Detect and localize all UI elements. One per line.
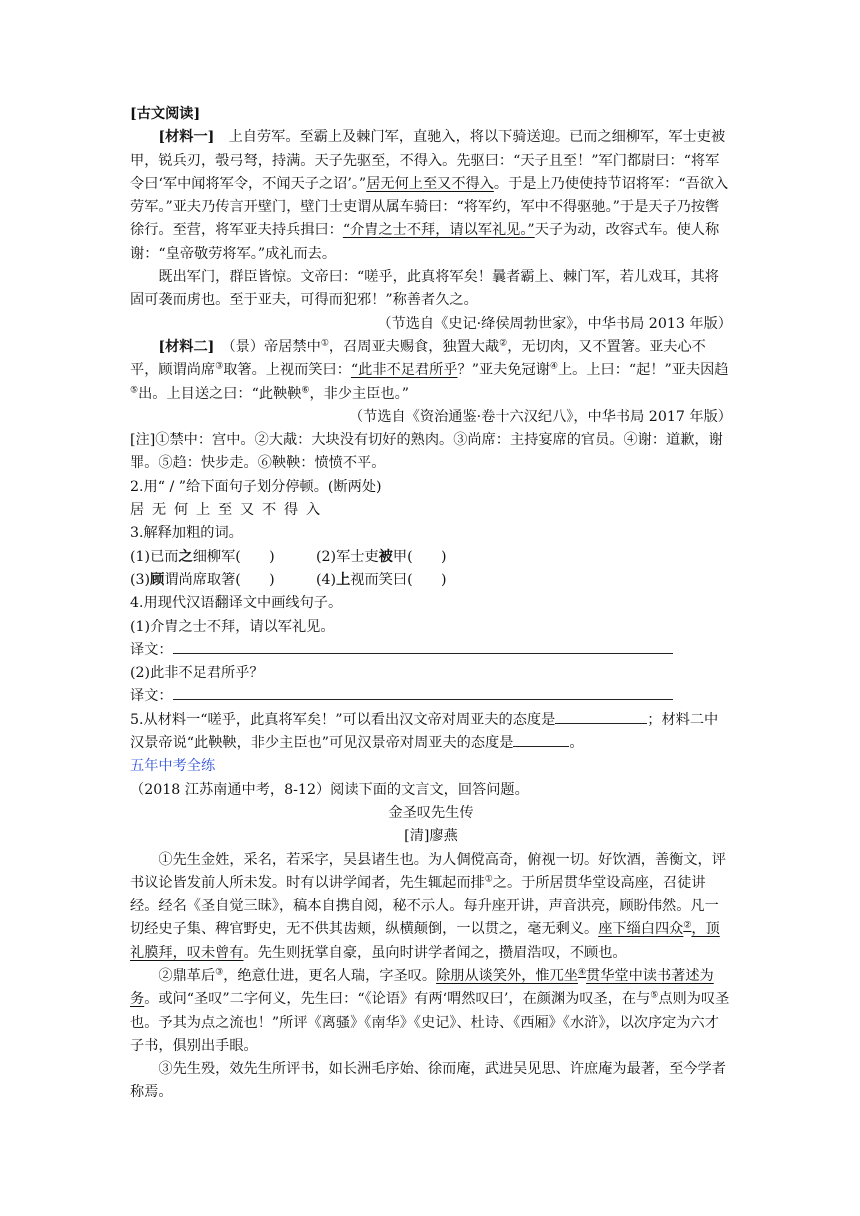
material-two-text: 上。上曰：“起！”亚夫因趋 <box>557 362 729 379</box>
essay-title: 金圣叹先生传 <box>388 804 474 821</box>
question-5 <box>130 709 732 756</box>
question-3-item-2 <box>316 549 447 565</box>
question-3-prompt: 3.解释加粗的词。 <box>130 525 243 542</box>
translation-line-2 <box>130 685 732 708</box>
essay-paragraph-2 <box>130 965 732 1058</box>
footnote-marker: ④ <box>577 967 587 978</box>
bold-word: 顾 <box>150 571 165 588</box>
answer-blank[interactable] <box>513 732 569 747</box>
underlined-sentence: ，顶礼膜拜，叹未曾有 <box>130 921 720 961</box>
footnote-marker: ⑥ <box>301 384 310 395</box>
question-2-sentence: 居无何上至又不得入 <box>130 502 328 519</box>
material-two-text: ？”亚夫免冠谢 <box>457 362 550 379</box>
item-text: (3) <box>130 571 151 588</box>
underlined-sentence: 座下缁白四众 <box>598 921 684 938</box>
material-one-text: 天子为动，改容式车。使人称谢：“皇帝敬劳将军。”成礼而去。 <box>130 222 720 262</box>
question-3-item-3 <box>130 569 316 592</box>
document-page <box>130 103 732 1105</box>
material-two-text: 出。上目送之曰：“此鞅鞅 <box>138 385 302 402</box>
footnote-marker: ④ <box>549 361 558 372</box>
question-4-sentence-1: (1)介胄之士不拜，请以军礼见。 <box>130 618 335 635</box>
answer-blank[interactable] <box>555 709 647 724</box>
material-two-text: ，非少主臣也。” <box>309 385 409 402</box>
exam-intro: （2018 江苏南通中考，8-12）阅读下面的文言文，回答问题。 <box>130 781 529 798</box>
item-text: (2)军士吏 <box>316 548 379 565</box>
footnote-marker: ① <box>320 338 329 349</box>
underlined-sentence: “介胄之士不拜，请以军礼见。” <box>342 222 535 239</box>
question-3-row-1 <box>130 546 732 569</box>
footnote-marker: ⑤ <box>130 384 139 395</box>
material-one-label: [材料一] <box>158 129 215 146</box>
material-one-paragraph <box>130 126 732 266</box>
question-4-sentence-2: (2)此非不足君所乎？ <box>130 665 264 682</box>
question-2-prompt: 2.用“ / ”给下面句子划分停顿。(断两处) <box>130 478 382 495</box>
question-3-row-2 <box>130 569 732 592</box>
question-3-item-4 <box>316 572 447 588</box>
section-title: [古文阅读] <box>130 106 201 122</box>
annotation-notes: [注]①禁中：宫中。②大胾：大块没有切好的熟肉。③尚席：主持宴席的官员。④谢：道歉，谢罪。⑤趋：快步走。⑥鞅鞅：愤愤不平。 <box>130 432 723 472</box>
answer-blank[interactable] <box>173 639 673 654</box>
essay-paragraph-3: ③先生殁，效先生所评书，如长洲毛序始、徐而庵，武进吴见思、许庶庵为最著，至今学者称焉。 <box>130 1061 726 1101</box>
essay-text: ，绝意仕进，更名人瑞，字圣叹。 <box>223 967 437 984</box>
material-one-text: 。于是上乃使使持节诏将军：“吾欲入劳军。”亚夫乃传言开壁门，壁门士吏谓从属车骑曰：“将军约，军中不得驱驰。”于是天子乃按辔徐行。至营，将军亚夫持兵揖曰： <box>130 175 729 239</box>
item-text: 细柳军( ) <box>192 548 275 565</box>
footnote-marker: ② <box>683 920 692 931</box>
footnote-marker: ② <box>499 338 508 349</box>
material-two-text: （景）帝居禁中 <box>228 338 321 355</box>
translation-label: 译文： <box>130 688 173 705</box>
essay-text: 点则为叹圣也。予其为点之流也！”所评《离骚》《南华》《史记》、杜诗、《西厢》《水浒》，以次序定为六才子书，俱别出手眼。 <box>130 991 730 1054</box>
question-5-text: 。 <box>569 735 584 752</box>
practice-title: 五年中考全练 <box>130 758 216 775</box>
footnote-marker: ③ <box>215 967 224 978</box>
item-text: (4) <box>316 571 337 588</box>
material-two-text: ，无切肉，又不置箸。亚夫心不平，顾谓尚席 <box>130 338 706 379</box>
bold-word: 上 <box>336 571 351 588</box>
material-two-source: （节选自《资治通鉴·卷十六汉纪八》，中华书局 2017 年版） <box>348 408 732 425</box>
footnote-marker: ③ <box>215 361 224 372</box>
material-two-label: [材料二] <box>158 338 215 355</box>
essay-text: 之。于所居贯华堂设高座，召徒讲经。经名《圣自觉三昧》，稿本自携自阅，秘不示人。每升座开讲，声音洪亮，顾盼伟然。凡一切经史子集、稗官野史，无不供其齿颊，纵横颠倒，一以贯之，毫无剩义。 <box>130 874 719 938</box>
item-text: (1)已而 <box>130 548 179 565</box>
material-two-text: ，召周亚夫赐食，独置大胾 <box>328 338 500 355</box>
essay-text: ①先生金姓，采名，若采字，吴县诸生也。为人倜傥高奇，俯视一切。好饮酒，善衡文，评书议论皆发前人所未发。时有以讲学闻者，先生辄起而排 <box>130 851 726 891</box>
question-3-item-1 <box>130 546 316 569</box>
essay-text: 。先生则抚掌自豪，虽向时讲学者闻之，攒眉浩叹，不顾也。 <box>243 944 627 961</box>
bold-word: 之 <box>178 548 193 565</box>
footnote-marker: ① <box>484 874 493 885</box>
item-text: 视而笑曰( ) <box>350 571 447 588</box>
material-two-text: 取箸。上视而笑曰： <box>223 362 351 379</box>
question-5-text: 5.从材料一“嗟乎，此真将军矣！”可以看出汉文帝对周亚夫的态度是 <box>130 711 556 728</box>
underlined-sentence: 贯华堂中读书著述为务 <box>130 967 714 1008</box>
essay-author: [清]廖燕 <box>404 828 458 845</box>
translation-label: 译文： <box>130 641 173 658</box>
bold-word: 被 <box>378 548 393 565</box>
essay-text: ②鼎革后 <box>158 967 216 984</box>
question-4-prompt: 4.用现代汉语翻译文中画线句子。 <box>130 595 343 612</box>
material-one-source: （节选自《史记·绛侯周勃世家》，中华书局 2013 年版） <box>377 315 732 332</box>
underlined-sentence: 居无何上至又不得入 <box>366 175 494 192</box>
material-one-text: 上自劳军。至霸上及棘门军，直驰入，将以下骑送迎。已而之细柳军，军士吏被甲，锐兵刃，彀弓弩，持满。天子先驱至，不得入。先驱曰：“天子且至！”军门都尉曰：“将军令曰‘军中闻将军令，不闻天子之诏’。” <box>130 129 726 192</box>
essay-text: 。或问“圣叹”二字何义，先生曰：“《论语》有两‘喟然叹曰’，在颜渊为叹圣，在与 <box>144 991 651 1008</box>
footnote-marker: ⑤ <box>650 990 659 1001</box>
item-text: 甲( ) <box>392 548 447 565</box>
underlined-sentence: 除朋从谈笑外，惟兀坐 <box>436 967 578 984</box>
essay-paragraph-1 <box>130 849 732 965</box>
material-one-paragraph-2: 既出军门，群臣皆惊。文帝曰：“嗟乎，此真将军矣！曩者霸上、棘门军，若儿戏耳，其将固可袭而虏也。至于亚夫，可得而犯邪！”称善者久之。 <box>130 269 719 309</box>
material-two-paragraph <box>130 336 732 406</box>
translation-line-1 <box>130 639 732 662</box>
item-text: 谓尚席取箸( ) <box>164 571 275 588</box>
answer-blank[interactable] <box>173 685 673 700</box>
question-5-text: ；材料二中汉景帝说“此鞅鞅，非少主臣也”可见汉景帝对周亚夫的态度是 <box>130 711 719 752</box>
underlined-sentence: “此非不足君所乎 <box>350 362 458 379</box>
